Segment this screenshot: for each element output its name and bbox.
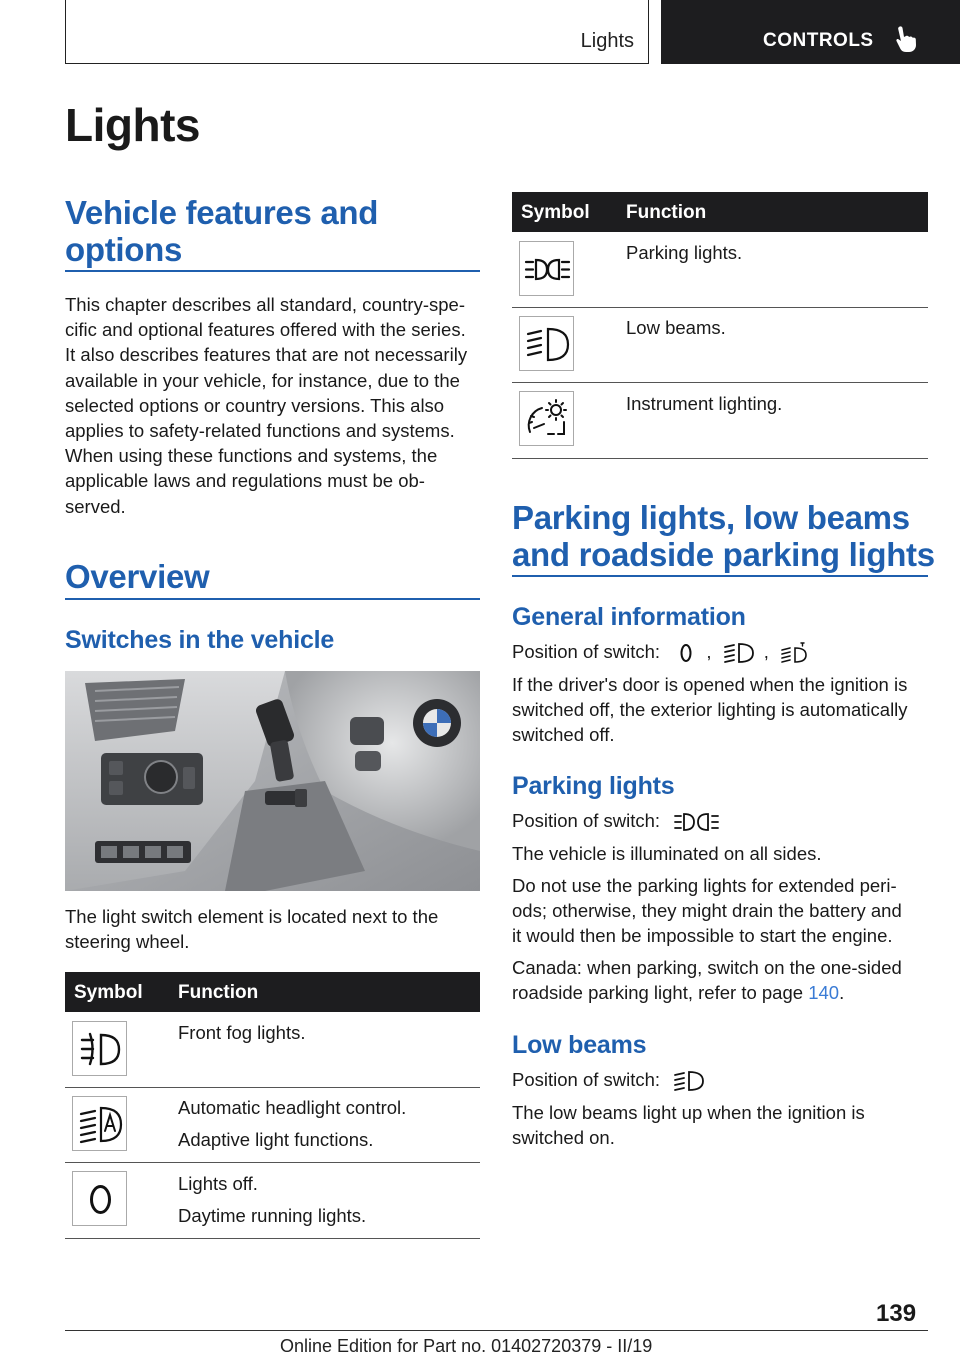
header-section-box: [65, 0, 649, 64]
vehicle-features-rule: [65, 270, 480, 272]
function-column-header: Function: [178, 982, 259, 1003]
position-label: Position of switch:: [512, 641, 661, 662]
low-beams-icon: [673, 1070, 707, 1092]
lights-off-icon: [673, 642, 699, 664]
front-fog-lights-icon: [72, 1021, 127, 1076]
text-line: If the driver's door is opened when the ignition is: [512, 674, 908, 695]
low-beams-icon: [519, 316, 574, 371]
low-beams-text: [626, 315, 726, 340]
automatic-headlight-text: [178, 1095, 406, 1152]
footer-rule: [65, 1330, 928, 1331]
front-fog-lights-text: [178, 1020, 306, 1045]
row-divider: [65, 1238, 480, 1239]
text-line: Do not use the parking lights for extended peri-: [512, 875, 897, 896]
low-beams-switch-position: [512, 1067, 709, 1092]
text-line: It also describes features that are not necessarily: [65, 344, 468, 366]
cell-line: Adaptive light functions.: [178, 1129, 374, 1150]
page-reference-link[interactable]: 140: [808, 982, 840, 1004]
text-line: When using these functions and systems, the: [65, 445, 438, 467]
symbol-column-header: Symbol: [521, 202, 590, 223]
vehicle-features-heading: [65, 194, 378, 268]
left-table-header: [65, 972, 480, 1012]
text-line: cific and optional features offered with the series.: [65, 319, 466, 341]
cell-line: Instrument lighting.: [626, 393, 783, 414]
overview-heading: Overview: [65, 558, 210, 595]
separator: ,: [763, 641, 769, 662]
parking-lights-para3: [512, 955, 932, 1005]
parking-section-heading-line2: and roadside parking lights: [512, 536, 935, 573]
text-fragment: roadside parking light, refer to page: [512, 982, 809, 1004]
text-line: applies to safety-related functions and systems.: [65, 420, 455, 442]
general-text: [512, 672, 932, 748]
text-line: ods; otherwise, they might drain the battery and: [512, 900, 902, 922]
low-beams-text-block: [512, 1100, 932, 1150]
lights-off-text: [178, 1171, 366, 1228]
vehicle-features-heading-line2: options: [65, 231, 183, 268]
text-line: [512, 980, 932, 1005]
parking-section-rule: [512, 575, 928, 577]
row-divider: [65, 1162, 480, 1163]
text-line: The light switch element is located next to the: [65, 906, 439, 927]
row-divider: [512, 458, 928, 459]
parking-lights-icon: [673, 811, 721, 833]
parking-lights-para2: [512, 873, 932, 949]
parking-lights-icon: [519, 241, 574, 296]
position-label: Position of switch:: [512, 810, 661, 831]
low-beams-heading: Low beams: [512, 1031, 647, 1059]
general-switch-position: [512, 639, 932, 664]
page-title: Lights: [65, 99, 200, 151]
text-line: served.: [65, 495, 126, 517]
pointing-hand-icon: [893, 25, 919, 53]
lights-off-icon: [72, 1171, 127, 1226]
overview-rule: [65, 598, 480, 600]
parking-lights-heading: Parking lights: [512, 772, 675, 800]
vehicle-features-text: [65, 292, 485, 519]
cell-line: Lights off.: [178, 1173, 258, 1194]
dashboard-light-switch-photo: [65, 671, 480, 891]
automatic-headlight-icon: [72, 1096, 127, 1151]
row-divider: [512, 382, 928, 383]
text-line: switched off.: [512, 724, 615, 746]
vehicle-features-heading-line1: Vehicle features and: [65, 194, 379, 231]
text-line: steering wheel.: [65, 931, 190, 953]
parking-switch-position: [512, 808, 723, 833]
text-line: available in your vehicle, for instance, due to the: [65, 369, 460, 391]
position-label: Position of switch:: [512, 1069, 661, 1090]
photo-caption: [65, 904, 485, 954]
low-beams-icon: [723, 642, 757, 664]
row-divider: [512, 307, 928, 308]
text-line: applicable laws and regulations must be ob-: [65, 470, 425, 492]
switches-heading: Switches in the vehicle: [65, 626, 335, 654]
parking-section-heading: [512, 499, 935, 573]
footer-edition: Online Edition for Part no. 01402720379 - II/19: [280, 1336, 653, 1356]
header-section-title: Lights: [580, 30, 634, 52]
text-line: selected options or country versions. This also: [65, 394, 445, 416]
header-chapter-box: [661, 0, 960, 64]
instrument-lighting-text: [626, 391, 782, 416]
automatic-headlight-icon: [780, 642, 814, 664]
cell-line: Automatic headlight control.: [178, 1097, 407, 1118]
text-line: switched off, the exterior lighting is automatically: [512, 699, 908, 721]
row-divider: [65, 1087, 480, 1088]
parking-section-heading-line1: Parking lights, low beams: [512, 499, 910, 536]
text-line: The low beams light up when the ignition is: [512, 1102, 865, 1123]
text-line: it would then be impossible to start the engine.: [512, 925, 893, 947]
parking-lights-line1: The vehicle is illuminated on all sides.: [512, 843, 822, 864]
instrument-lighting-icon: [519, 391, 574, 446]
cell-line: Daytime running lights.: [178, 1205, 367, 1226]
symbol-column-header: Symbol: [74, 982, 143, 1003]
page-number: 139: [876, 1300, 917, 1327]
general-information-heading: General information: [512, 603, 746, 631]
cell-line: Front fog lights.: [178, 1022, 306, 1043]
text-fragment: .: [839, 982, 845, 1004]
function-column-header: Function: [626, 202, 707, 223]
text-line: switched on.: [512, 1127, 615, 1149]
parking-lights-text: [626, 240, 742, 265]
cell-line: Parking lights.: [626, 242, 743, 263]
cell-line: Low beams.: [626, 317, 726, 338]
text-line: This chapter describes all standard, country-spe-: [65, 294, 465, 315]
text-line: Canada: when parking, switch on the one-sided: [512, 957, 902, 978]
header-chapter-title: CONTROLS: [763, 30, 874, 51]
right-table-header: [512, 192, 928, 232]
separator: ,: [706, 641, 712, 662]
